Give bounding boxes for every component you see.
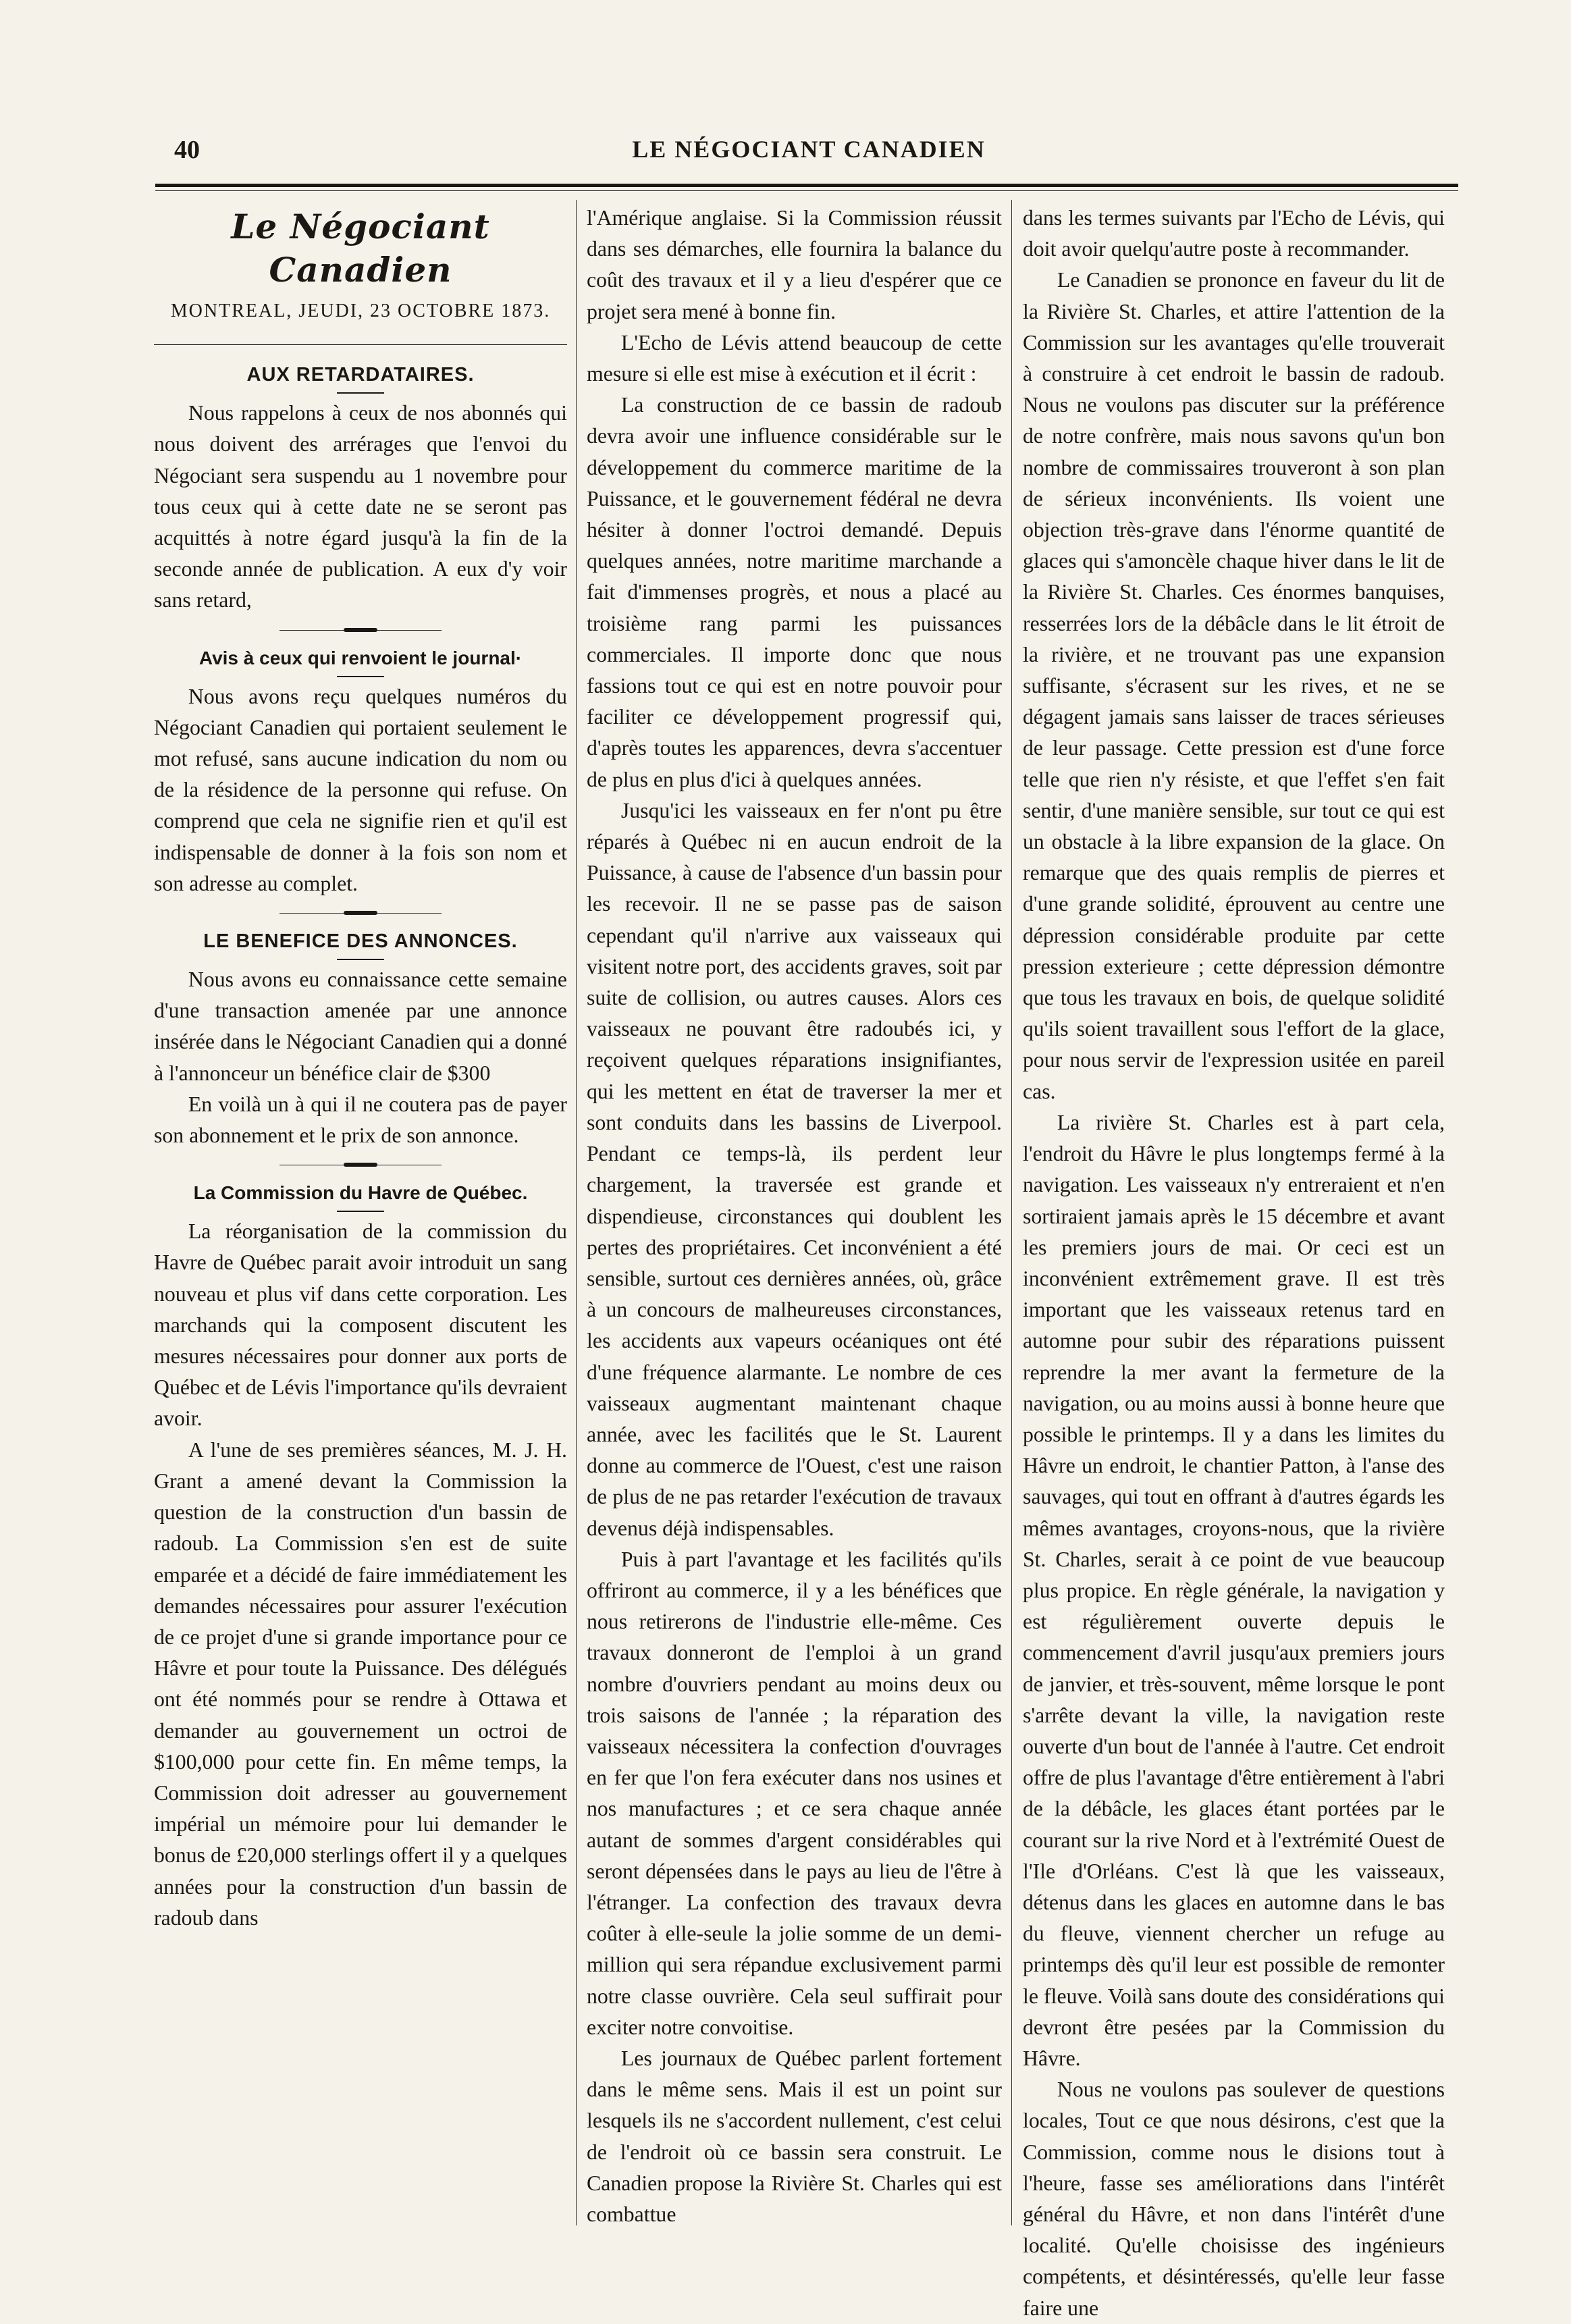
heading-dash <box>337 1211 384 1212</box>
article-paragraph: L'Echo de Lévis attend beaucoup de cette mesure si elle est mise à exécution et il écrit : <box>587 330 1002 386</box>
masthead: Le Négociant Canadien <box>231 207 490 290</box>
quoted-paragraph: Le Canadien se prononce en faveur du lit de la Rivière St. Charles, et attire l'attention de la Commission sur les avantages qu'elle trouverait à construire à cet endroit le bassin de radoub. Nous ne voulons pas discuter sur la préférence de notre confrère, mais nous savons qu'un bon nombre de commissaires trouveront à son plan de sérieux inconvénients. Ils voient une objection très-grave dans l'énorme quantité de glaces qui s'amoncèle chaque hiver dans le lit de la Rivière St. Charles. Ces énormes banquises, resserrées lors de la débâcle dans le lit étroit de la rivière, et ne trouvant pas une expansion suffisante, s'écrasent sur les rives, et ne se dégagent jamais sans laisser de traces sérieuses de leur passage. Cette pression est d'une force telle que rien n'y résiste, et que l'effet s'en fait sentir, d'une manière sensible, sur tout ce qui est un obstacle à la libre expansion de la glace. On remarque que des quais remplis de pierres et d'une grande solidité, éprouvent au centre une dépression considérable produite par cette pression exterieure ; cette dépression démontre que tous les travaux en bois, de quelque solidité qu'ils soient travaillent sous l'effort de la glace, pour nous servir de l'expression usitée en pareil cas. <box>1023 268 1445 1103</box>
quoted-paragraph: Nous ne voulons pas soulever de questions locales, Tout ce que nous désirons, c'est que la Commission, comme nous le disions tout à l'heure, fasse ses améliorations dans l'intérêt général du Hâvre, et non dans l'intérêt d'une localité. Qu'elle choisisse des ingénieurs compétents, et désintéressés, qu'elle leur fasse faire une <box>1023 2078 1445 2320</box>
article-paragraph: dans les termes suivants par l'Echo de Lévis, qui doit avoir quelqu'autre poste à recommander. <box>1023 206 1445 261</box>
quoted-paragraph: La construction de ce bassin de radoub devra avoir une influence considérable sur le développement du commerce maritime de la Puissance, et le gouvernement fédéral ne devra hésiter à donner l'octroi demandé. Depuis quelques années, notre maritime marchande a fait d'immenses progrès, et nous a placé au troisième rang parmi les puissances commerciales. Il importe donc que nous fassions tout ce qui est en notre pouvoir pour faciliter ce développement progressif qui, d'après toutes les apparences, devra s'accentuer de plus en plus d'ici à quelques années. <box>587 393 1002 791</box>
column-1 <box>154 203 567 2215</box>
column-3 <box>1023 203 1445 2320</box>
quoted-paragraph: La rivière St. Charles est à part cela, l'endroit du Hâvre le plus longtemps fermé à la navigation. Les vaisseaux n'y entreraient et n'en sortiraient jamais après le 15 décembre et avant les premiers jours de mai. Or ceci est un inconvénient extrêmement grave. Il est très important que les vaisseaux retenus tard en automne pour subir des réparations puissent reprendre la mer avant la fermeture de la navigation, ou au moins aussi à bonne heure que possible le printemps. Il y a dans les limites du Hâvre un endroit, le chantier Patton, à l'anse des sauvages, qui tout en offrant à d'autres égards les mêmes avantages, croyons-nous, que la rivière St. Charles, serait à ce point de vue beaucoup plus propice. En règle générale, la navigation y est régulièrement ouverte depuis le commencement d'avril jusqu'aux premiers jours de janvier, et très-souvent, même lorsque le pont s'arrête devant la ville, la navigation reste ouverte d'un bout de l'année à l'autre. Cet endroit offre de plus l'avantage d'être entièrement à l'abri de la débâcle, les glaces étant portées par le courant sur la rive Nord et à l'extrémité Ouest de l'Ile d'Orléans. C'est là que les vaisseaux, détenus dans les glaces en automne dans le bas du fleuve, viennent chercher un refuge au printemps dès qu'il leur est possible de remonter le fleuve. Voilà sans doute des considérations qui devront être pesées par la Commission du Hâvre. <box>1023 1110 1445 2070</box>
heading-dash <box>337 676 384 677</box>
article-paragraph: En voilà un à qui il ne coutera pas de payer son abonnement et le prix de son annonce. <box>154 1092 567 1148</box>
header-rule-thin <box>155 190 1458 191</box>
article-paragraph: A l'une de ses premières séances, M. J. H. Grant a amené devant la Commission la question de la construction d'un bassin de radoub. La Commission s'en est de suite emparée et a décidé de faire immédiatement les demandes nécessaires pour assurer l'exécution de ce projet d'une si grande importance pour ce Hâvre et pour toute la Puissance. Des délégués ont été nommés pour se rendre à Ottawa et demander au gouvernement un octroi de $100,000 pour cette fin. En même temps, la Commission doit adresser au gouvernement impérial un mémoire pour lui demander le bonus de £20,000 sterlings offert il y a quelques années pour la construction d'un bassin de radoub dans <box>154 1437 567 1930</box>
article-paragraph: Nous rappelons à ceux de nos abonnés qui nous doivent des arrérages que l'envoi du Négociant sera suspendu au 1 novembre pour tous ceux qui à cette date ne se seront pas acquittés à notre égard jusqu'à la fin de la seconde année de publication. A eux d'y voir sans retard, <box>154 401 567 612</box>
article-heading: LE BENEFICE DES ANNONCES. <box>203 930 518 953</box>
article-paragraph: Nous avons reçu quelques numéros du Négociant Canadien qui portaient seulement le mot refusé, sans aucune indication du nom ou de la résidence de la personne qui refuse. On comprend que cela ne signifie rien et qu'il est indispensable de donner à la fois son nom et son adresse au complet. <box>154 684 567 895</box>
page-number: 40 <box>174 136 200 164</box>
article-heading: La Commission du Havre de Québec. <box>193 1182 528 1204</box>
article-heading: Avis à ceux qui renvoient le journal· <box>198 647 523 668</box>
article-heading: AUX RETARDATAIRES. <box>246 364 475 386</box>
ornament-divider <box>279 910 442 917</box>
quoted-paragraph: Puis à part l'avantage et les facilités qu'ils offriront au commerce, il y a les bénéfices que nous retirerons de l'industrie elle-même. Ces travaux donneront de l'emploi à un grand nombre d'ouvriers pendant au moins deux ou trois saisons de l'année ; la réparation des vaisseaux nécessitera la confection d'ouvrages en fer que l'on fera exécuter dans nos usines et nos manufactures ; et ce sera chaque année autant de sommes d'argent considérables qui seront dépensées dans le pays au lieu de l'être à l'étranger. La confection des travaux devra coûter à elle-seule la jolie somme de un demi-million qui sera répandue exclusivement parmi notre classe ouvrière. Cela seul suffirait pour exciter notre convoitise. <box>587 1547 1002 2039</box>
column-divider <box>1011 200 1012 2225</box>
header-rule-thick <box>155 184 1458 187</box>
running-title: LE NÉGOCIANT CANADIEN <box>632 136 986 163</box>
section-rule <box>154 344 567 345</box>
article-paragraph: l'Amérique anglaise. Si la Commission réussit dans ses démarches, elle fournira la balance du coût des travaux et il y a lieu d'espérer que ce projet sera mené à bonne fin. <box>587 206 1002 323</box>
ornament-divider <box>279 627 442 634</box>
ornament-divider <box>279 1162 442 1169</box>
article-paragraph: Nous avons eu connaissance cette semaine d'une transaction amenée par une annonce insérée dans le Négociant Canadien qui a donné à l'annonceur un bénéfice clair de $300 <box>154 968 567 1085</box>
article-paragraph: Les journaux de Québec parlent fortement dans le même sens. Mais il est un point sur lesquels ils ne s'accordent nullement, c'est celui de l'endroit où ce bassin sera construit. Le Canadien propose la Rivière St. Charles qui est combattue <box>587 2046 1002 2226</box>
quoted-paragraph: Jusqu'ici les vaisseaux en fer n'ont pu être réparés à Québec ni en aucun endroit de la Puissance, à cause de l'absence d'un bassin pour les recevoir. Il ne se passe pas de saison cependant qu'il n'arrive aux vaisseaux qui visitent notre port, des accidents graves, soit par suite de collision, ou autres causes. Alors ces vaisseaux ne pouvant être radoubés ici, y reçoivent quelques réparations insignifiantes, qui les mettent en état de traverser la mer et sont conduits dans les bassins de Liverpool. Pendant ce temps-là, ils perdent leur chargement, la traversée est grande et dispendieuse, circonstances qui doublent les pertes des propriétaires. Cet inconvénient a été sensible, surtout ces dernières années, où, grâce à un concours de malheureuses circonstances, les accidents aux vapeurs océaniques ont été d'une fréquence alarmante. Le nombre de ces vaisseaux augmentant maintenant chaque année, avec les facilités que le St. Laurent donne au commerce de l'Ouest, c'est une raison de plus de ne pas retarder l'exécution de travaux devenus déjà indispensables. <box>587 798 1002 1540</box>
dateline: MONTREAL, JEUDI, 23 OCTOBRE 1873. <box>170 300 551 321</box>
heading-dash <box>337 392 384 394</box>
column-2 <box>587 203 1002 2226</box>
running-head <box>174 135 1443 176</box>
column-divider <box>576 200 577 2225</box>
article-paragraph: La réorganisation de la commission du Havre de Québec parait avoir introduit un sang nouveau et plus vif dans cette corporation. Les marchands qui la composent discutent les mesures nécessaires pour donner aux ports de Québec et de Lévis l'importance qu'ils devraient avoir. <box>154 1219 567 1431</box>
heading-dash <box>337 959 384 960</box>
